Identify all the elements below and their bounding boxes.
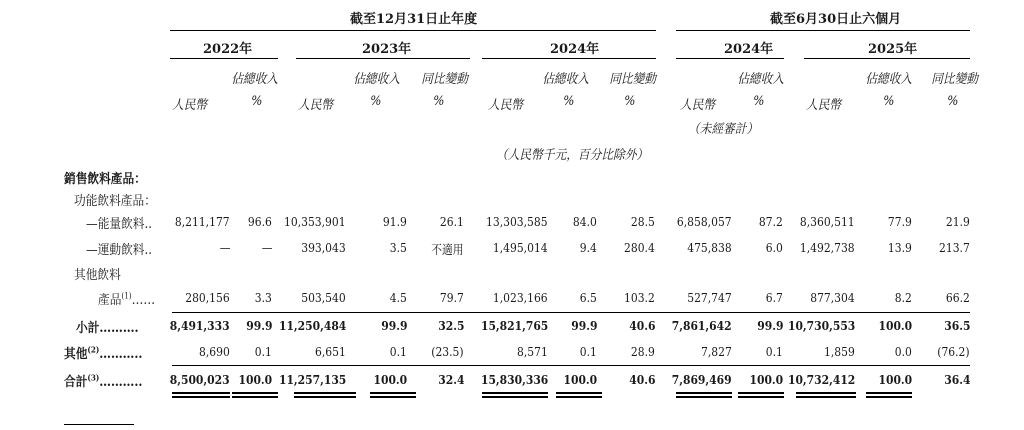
table-cell: 36.5 <box>943 318 970 333</box>
table-cell: 8,571 <box>517 344 548 359</box>
table-cell: 15,821,765 <box>480 318 548 333</box>
rule-2024 <box>482 58 656 59</box>
table-cell: 99.9 <box>756 318 783 333</box>
row-label <box>86 213 152 232</box>
unaudited-note: （未經審計） <box>688 122 759 137</box>
col-yoy-2023-l2: % <box>432 94 444 109</box>
col-rmb-2023: 人民幣 <box>298 98 334 113</box>
table-cell: 4.5 <box>389 290 407 305</box>
table-cell: 9.4 <box>579 240 597 255</box>
leader-dots: …… <box>131 293 156 308</box>
table-cell: 100.0 <box>563 372 597 387</box>
leader-dots: ……….. <box>99 375 143 390</box>
table-cell: 8,491,333 <box>170 318 230 333</box>
table-cell: 6.7 <box>765 290 783 305</box>
row-label <box>76 317 139 336</box>
col-yoy-2023-l1: 同比變動 <box>421 72 468 87</box>
table-cell: 99.9 <box>245 318 272 333</box>
col-pct-2022-l2: % <box>250 94 262 109</box>
table-cell: 6,651 <box>315 344 346 359</box>
col-pct-2024-l2: % <box>562 94 574 109</box>
table-cell: 7,861,642 <box>672 318 732 333</box>
col-pct-2025-6m-l1: 佔總收入 <box>865 72 912 87</box>
footnote-marker: (1) <box>121 291 132 301</box>
header-6m-group: 截至6月30日止六個月 <box>770 12 902 27</box>
row-label <box>64 343 142 362</box>
footnote-marker: (2) <box>87 344 100 355</box>
table-cell: 87.2 <box>759 214 783 229</box>
table-cell: 8,360,511 <box>800 214 855 229</box>
rule-6m-group <box>676 30 970 31</box>
table-cell: 11,257,135 <box>278 372 346 387</box>
header-fy-group: 截至12月31日止年度 <box>350 12 478 27</box>
rule-2023 <box>296 58 470 59</box>
table-cell: 10,730,553 <box>787 318 855 333</box>
table-cell: 99.9 <box>380 318 407 333</box>
total-dbl-6 <box>556 392 602 398</box>
col-pct-2025-6m-l2: % <box>882 94 894 109</box>
year-2022: 2022年 <box>203 42 253 57</box>
table-cell: 393,043 <box>301 240 346 255</box>
col-pct-2022-l1: 佔總收入 <box>231 72 278 87</box>
table-cell: 0.1 <box>765 344 783 359</box>
table-cell: 11,250,484 <box>278 318 346 333</box>
table-cell: 0.1 <box>579 344 597 359</box>
table-cell: 100.0 <box>238 372 272 387</box>
col-yoy-2024-l1: 同比變動 <box>609 72 656 87</box>
row-label <box>98 289 155 308</box>
table-cell: 3.3 <box>254 290 272 305</box>
table-cell: 28.5 <box>631 214 655 229</box>
row-label-text: —能量飲料.. <box>86 217 152 232</box>
col-pct-2024-l1: 佔總收入 <box>542 72 589 87</box>
table-cell: 1,495,014 <box>493 240 548 255</box>
table-cell: 503,540 <box>301 290 346 305</box>
table-cell: 0.1 <box>389 344 407 359</box>
other-bev-label-l1: 其他飲料 <box>74 268 121 283</box>
unit-note: （人民幣千元，百分比除外） <box>496 148 649 163</box>
table-cell: 8,211,177 <box>175 214 230 229</box>
table-cell: 40.6 <box>628 372 655 387</box>
total-dbl-7 <box>676 392 732 398</box>
row-label-text: —運動飲料.. <box>86 243 152 258</box>
row-label-text: 小計 <box>76 321 100 336</box>
footnote-marker: (3) <box>87 372 100 383</box>
col-pct-2024-6m-l1: 佔總收入 <box>737 72 784 87</box>
rule-2022 <box>170 58 278 59</box>
table-cell: 475,838 <box>687 240 732 255</box>
table-cell: 28.9 <box>631 344 655 359</box>
footnote-rule <box>64 424 134 425</box>
table-cell: 877,304 <box>810 290 855 305</box>
table-cell: 1,023,166 <box>493 290 548 305</box>
total-dbl-9 <box>796 392 856 398</box>
row-label-text: 其他 <box>64 347 88 362</box>
table-cell: 8.2 <box>894 290 912 305</box>
year-2024: 2024年 <box>550 42 600 57</box>
table-cell: 21.9 <box>946 214 970 229</box>
col-rmb-2022: 人民幣 <box>172 98 208 113</box>
table-cell: 不適用 <box>431 242 464 257</box>
table-cell: 79.7 <box>440 290 464 305</box>
row-label <box>64 371 142 390</box>
table-cell: 26.1 <box>440 214 464 229</box>
table-cell: 84.0 <box>573 214 597 229</box>
table-cell: 7,869,469 <box>672 372 732 387</box>
table-cell: 6,858,057 <box>677 214 732 229</box>
table-cell: 100.0 <box>878 318 912 333</box>
subtotal-rule-1 <box>172 312 970 313</box>
other-rule <box>172 365 970 366</box>
table-cell: (76.2) <box>937 344 970 359</box>
table-cell: 213.7 <box>939 240 970 255</box>
total-dbl-1 <box>172 392 230 398</box>
table-cell: 91.9 <box>383 214 407 229</box>
table-cell: 8,690 <box>199 344 230 359</box>
col-rmb-2024-6m: 人民幣 <box>680 98 716 113</box>
table-cell: 8,500,023 <box>170 372 230 387</box>
table-cell: 32.4 <box>437 372 464 387</box>
total-dbl-2 <box>232 392 278 398</box>
col-rmb-2025-6m: 人民幣 <box>806 98 842 113</box>
table-cell: 280,156 <box>185 290 230 305</box>
table-cell: 100.0 <box>373 372 407 387</box>
table-cell: 99.9 <box>570 318 597 333</box>
leader-dots: ………. <box>99 321 139 336</box>
total-dbl-5 <box>482 392 548 398</box>
col-pct-2024-6m-l2: % <box>752 94 764 109</box>
table-cell: 32.5 <box>437 318 464 333</box>
table-cell: 1,492,738 <box>800 240 855 255</box>
table-cell: (23.5) <box>431 344 464 359</box>
table-cell: 7,827 <box>701 344 732 359</box>
row-label-text: 合計 <box>64 375 88 390</box>
year-2024-6m: 2024年 <box>724 42 774 57</box>
functional-title: 功能飲料產品： <box>74 194 156 209</box>
table-cell: 6.5 <box>579 290 597 305</box>
table-cell: — <box>261 240 272 255</box>
table-cell: 0.1 <box>254 344 272 359</box>
col-rmb-2024: 人民幣 <box>488 98 524 113</box>
rule-2024-6m <box>676 58 784 59</box>
row-label-text: 產品 <box>98 293 122 308</box>
col-pct-2023-l2: % <box>369 94 381 109</box>
table-cell: 1,859 <box>824 344 855 359</box>
table-cell: 13.9 <box>888 240 912 255</box>
table-cell: 103.2 <box>624 290 655 305</box>
total-dbl-4 <box>370 392 416 398</box>
rule-fy-group <box>170 30 656 31</box>
col-pct-2023-l1: 佔總收入 <box>353 72 400 87</box>
year-2023: 2023年 <box>362 42 412 57</box>
table-cell: 0.0 <box>894 344 912 359</box>
total-dbl-10 <box>866 392 912 398</box>
year-2025-6m: 2025年 <box>868 42 918 57</box>
table-cell: 77.9 <box>888 214 912 229</box>
table-cell: 15,830,336 <box>480 372 548 387</box>
table-cell: 66.2 <box>946 290 970 305</box>
col-yoy-2025-6m-l1: 同比變動 <box>931 72 978 87</box>
table-cell: — <box>219 240 230 255</box>
total-dbl-8 <box>738 392 784 398</box>
table-cell: 527,747 <box>687 290 732 305</box>
table-cell: 3.5 <box>389 240 407 255</box>
table-cell: 280.4 <box>624 240 655 255</box>
table-cell: 100.0 <box>749 372 783 387</box>
section-title: 銷售飲料產品： <box>64 172 146 187</box>
table-cell: 96.6 <box>248 214 272 229</box>
table-cell: 100.0 <box>878 372 912 387</box>
total-dbl-3 <box>294 392 356 398</box>
table-cell: 36.4 <box>943 372 970 387</box>
row-label <box>86 239 152 258</box>
col-yoy-2025-6m-l2: % <box>946 94 958 109</box>
leader-dots: ……….. <box>99 347 143 362</box>
table-cell: 40.6 <box>628 318 655 333</box>
table-cell: 13,303,585 <box>486 214 548 229</box>
table-cell: 6.0 <box>765 240 783 255</box>
col-yoy-2024-l2: % <box>623 94 635 109</box>
rule-2025-6m <box>804 58 970 59</box>
table-cell: 10,353,901 <box>284 214 346 229</box>
table-cell: 10,732,412 <box>787 372 855 387</box>
